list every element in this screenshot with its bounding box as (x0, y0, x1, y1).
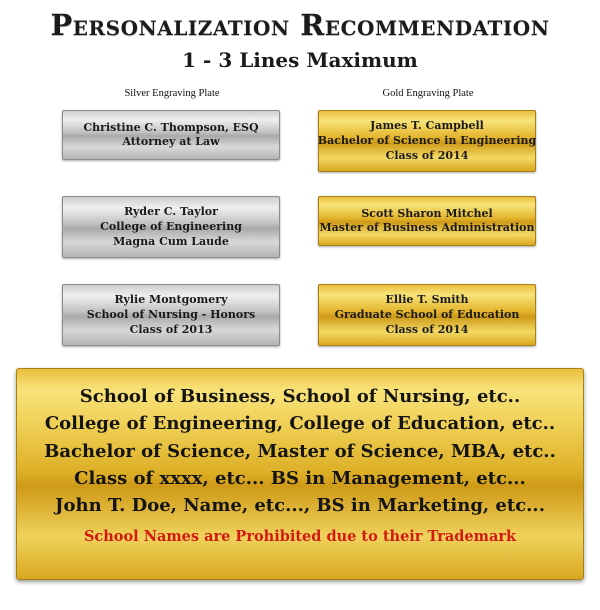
page-subtitle: 1 - 3 Lines Maximum (182, 48, 418, 73)
plate-line: Scott Sharon Mitchel (361, 206, 493, 220)
plate-line: Rylie Montgomery (114, 293, 228, 307)
plate-line: Bachelor of Science in Engineering (317, 134, 537, 148)
plate-line: Ellie T. Smith (385, 293, 469, 307)
plate-line: Christine C. Thompson, ESQ (83, 120, 259, 134)
trademark-warning: School Names are Prohibited due to their Trademark (83, 527, 517, 545)
plate-line: James T. Campbell (370, 119, 484, 133)
example-line: John T. Doe, Name, etc..., BS in Marketing, etc... (55, 495, 545, 517)
plate-sample-gold-1 (318, 110, 536, 172)
plate-line: Graduate School of Education (334, 308, 520, 322)
plate-line: Ryder C. Taylor (124, 205, 218, 219)
plate-sample-silver-3 (62, 284, 280, 346)
example-line: Class of xxxx, etc... BS in Management, etc... (74, 468, 526, 490)
example-line: College of Engineering, College of Education, etc.. (44, 413, 556, 435)
plate-sample-silver-1 (62, 110, 280, 160)
caption-gold-column: Gold Engraving Plate (382, 88, 474, 100)
plate-line: Class of 2014 (385, 148, 469, 162)
caption-silver-column: Silver Engraving Plate (124, 88, 220, 100)
plate-line: Class of 2014 (385, 322, 469, 336)
plate-samples-grid (0, 108, 600, 348)
plate-sample-gold-2 (318, 196, 536, 246)
personalization-recommendation-page (0, 10, 600, 610)
column-captions (0, 88, 600, 106)
plate-sample-silver-2 (62, 196, 280, 258)
plate-sample-gold-3 (318, 284, 536, 346)
plate-line: School of Nursing - Honors (86, 308, 256, 322)
example-line: Bachelor of Science, Master of Science, MBA, etc.. (44, 440, 556, 462)
page-title: Personalization Recommendation (50, 8, 550, 42)
example-text-panel (16, 368, 584, 580)
plate-line: Magna Cum Laude (113, 234, 229, 248)
plate-line: College of Engineering (100, 220, 242, 234)
plate-line: Master of Business Administration (319, 221, 535, 235)
plate-line: Attorney at Law (122, 135, 220, 149)
example-line: School of Business, School of Nursing, etc.. (79, 386, 521, 407)
plate-line: Class of 2013 (129, 322, 213, 336)
